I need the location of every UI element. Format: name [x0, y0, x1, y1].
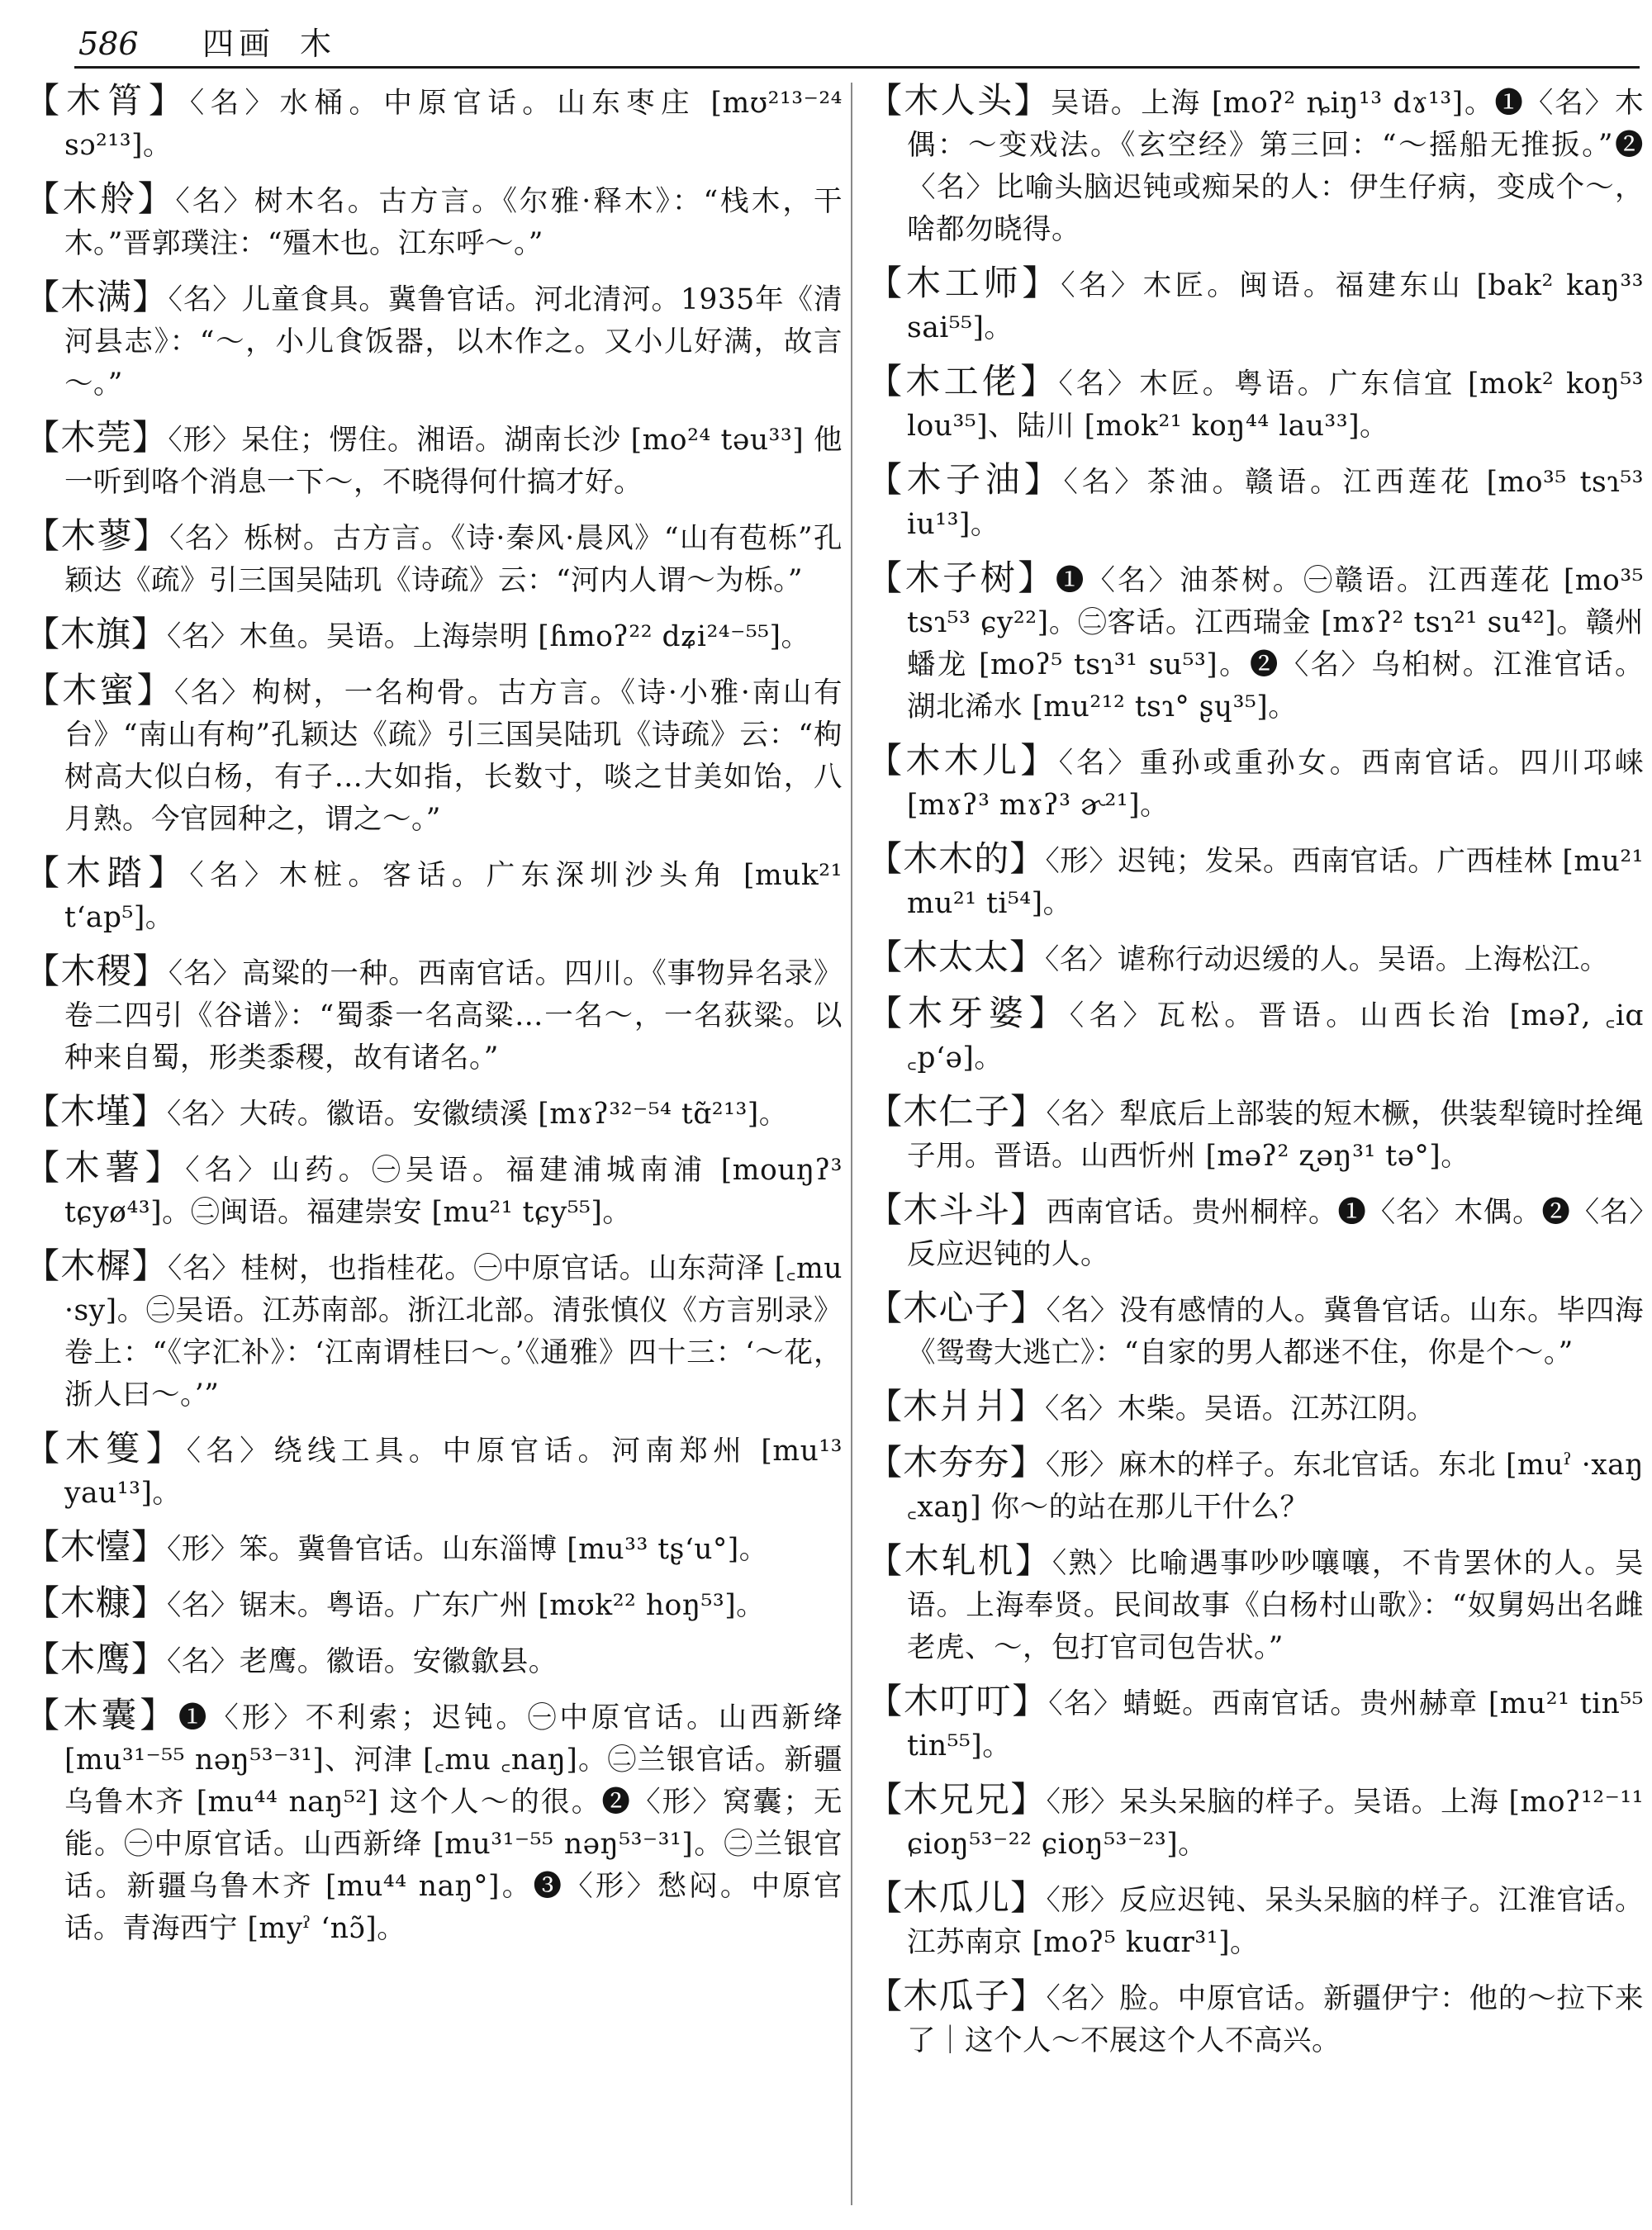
- dictionary-entry: [25, 276, 843, 406]
- dictionary-entry: [867, 936, 1644, 981]
- entry-headword: 【木瓜儿】: [867, 1877, 1047, 1918]
- entry-definition: 〈名〉栎树。古方言。《诗·秦风·晨风》“山有苞栎”孔颖达《疏》引三国吴陆玑《诗疏》云：“河内人谓～为栎。”: [64, 522, 843, 597]
- dictionary-entry: [25, 1638, 843, 1683]
- entry-definition: 〈名〉枸树，一名枸骨。古方言。《诗·小雅·南山有台》“南山有枸”孔颖达《疏》引三国吴陆玑《诗疏》云：“枸树高大似白杨，有子…大如指，长数寸，啖之甘美如饴，八月熟。今官园种之，谓之～。”: [64, 676, 843, 836]
- entry-definition: 〈名〉树木名。古方言。《尔雅·释木》：“栈木，干木。”晋郭璞注：“殭木也。江东呼～。”: [64, 185, 843, 260]
- dictionary-entry: [25, 1525, 843, 1571]
- entry-definition: 〈形〉呆住；愣住。湘语。湖南长沙 [mo²⁴ təu³³] 他一听到咯个消息一下～，不晓得何什搞才好。: [64, 424, 843, 499]
- entry-definition: 〈形〉呆头呆脑的样子。吴语。上海 [moʔ¹²⁻¹¹ ɕioŋ⁵³⁻²² ɕioŋ⁵³⁻²³]。: [907, 1786, 1644, 1861]
- radical-title: 木: [300, 26, 337, 62]
- entry-definition: 〈名〉儿童食具。冀鲁官话。河北清河。1935年《清河县志》：“～，小儿食饭器，以木作之。又小儿好满，故言～。”: [64, 283, 843, 401]
- entry-definition: 〈名〉桂树，也指桂花。㊀中原官话。山东菏泽 [꜀mu ·sy]。㊁吴语。江苏南部。浙江北部。清张慎仪《方言别录》卷上：“《字汇补》：‘江南谓桂曰～。’《通雅》四十三：‘～花，浙人曰～。’”: [64, 1252, 843, 1412]
- entry-headword: 【木蓼】: [25, 515, 170, 556]
- entry-definition: 〈名〉木桩。客话。广东深圳沙头角 [muk²¹ tʻap⁵]。: [64, 859, 843, 934]
- entry-headword: 【木工佬】: [867, 361, 1059, 401]
- entry-definition: 〈名〉高粱的一种。西南官话。四川。《事物异名录》卷二四引《谷谱》：“蜀黍一名高粱…一名～，一名荻粱。以种来自蜀，形类黍稷，故有诸名。”: [64, 957, 843, 1075]
- entry-headword: 【木墐】: [25, 1091, 168, 1132]
- entry-definition: 〈熟〉比喻遇事吵吵嚷嚷，不肯罢休的人。吴语。上海奉贤。民间故事《白杨村山歌》：“奴舅妈出名雌老虎、～，包打官司包告状。”: [907, 1547, 1644, 1664]
- dictionary-entry: [25, 852, 843, 939]
- dictionary-entry: [25, 613, 843, 658]
- dictionary-entry: [867, 262, 1644, 349]
- entry-definition: 〈名〉绕线工具。中原官话。河南郑州 [mu¹³ yau¹³]。: [64, 1435, 843, 1510]
- entry-headword: 【木牙婆】: [867, 993, 1070, 1033]
- entry-definition: 〈形〉反应迟钝、呆头呆脑的样子。江淮官话。江苏南京 [moʔ⁵ kuɑr³¹]。: [907, 1884, 1644, 1959]
- entry-headword: 【木囊】: [25, 1695, 178, 1735]
- page-number: 586: [78, 26, 139, 62]
- column-divider: [851, 83, 852, 2205]
- entry-definition: 〈名〉蜻蜓。西南官话。贵州赫章 [mu²¹ tin⁵⁵ tin⁵⁵]。: [907, 1687, 1644, 1763]
- entry-headword: 【木踏】: [25, 852, 190, 893]
- entry-headword: 【木子树】: [867, 558, 1056, 598]
- entry-headword: 【木太太】: [867, 937, 1046, 977]
- header-rule: [74, 66, 1640, 69]
- dictionary-entry: [867, 1975, 1644, 2062]
- entry-definition: 〈名〉木鱼。吴语。上海崇明 [ɦmoʔ²² dʑi²⁴⁻⁵⁵]。: [167, 620, 810, 653]
- entry-headword: 【木人头】: [867, 80, 1051, 121]
- entry-headword: 【木子油】: [867, 459, 1064, 500]
- entry-definition: 〈名〉没有感情的人。冀鲁官话。山东。毕四海《鸳鸯大逃亡》：“自家的男人都迷不住，你是个～。”: [907, 1294, 1644, 1369]
- dictionary-entry: [867, 1441, 1644, 1529]
- entry-definition: 〈形〉笨。冀鲁官话。山东淄博 [mu³³ tʂʻu°]。: [167, 1533, 768, 1566]
- dictionary-entry: [867, 458, 1644, 546]
- dictionary-entry: [25, 1146, 843, 1234]
- entry-headword: 【木木的】: [867, 838, 1046, 879]
- dictionary-entry: [867, 1385, 1644, 1431]
- dictionary-entry: [867, 1287, 1644, 1374]
- entry-definition: 〈名〉山药。㊀吴语。福建浦城南浦 [mouŋʔ³ tɕyø⁴³]。㊁闽语。福建崇安 [mu²¹ tɕy⁵⁵]。: [64, 1154, 843, 1229]
- entry-headword: 【木糠】: [25, 1582, 168, 1623]
- entry-definition: 〈名〉老鹰。徽语。安徽歙县。: [167, 1645, 558, 1678]
- entry-definition: 〈名〉木柴。吴语。江苏江阴。: [1045, 1393, 1436, 1426]
- entry-definition: 西南官话。贵州桐梓。❶〈名〉木偶。❷〈名〉反应迟钝的人。: [907, 1196, 1644, 1271]
- dictionary-entry: [867, 1877, 1644, 1964]
- entry-headword: 【木仁子】: [867, 1091, 1047, 1132]
- entry-definition: 〈名〉水桶。中原官话。山东枣庄 [mʊ²¹³⁻²⁴ sɔ²¹³]。: [64, 87, 843, 162]
- dictionary-entry: [25, 950, 843, 1079]
- entry-headword: 【木木儿】: [867, 740, 1059, 780]
- dictionary-entry: [867, 1090, 1644, 1178]
- dictionary-entry: [25, 1694, 843, 1950]
- dictionary-entry: [25, 1427, 843, 1515]
- entry-headword: 【木夯夯】: [867, 1442, 1046, 1483]
- entry-definition: 〈名〉瓦松。晋语。山西长治 [məʔ, ꜀iɑ ꜀pʻə]。: [907, 999, 1644, 1075]
- entry-headword: 【木兄兄】: [867, 1779, 1047, 1820]
- dictionary-entry: [867, 739, 1644, 827]
- entry-definition: 〈形〉麻木的样子。东北官话。东北 [muˀ ·xaŋ ꜀xaŋ] 你～的站在那儿干什么？: [907, 1449, 1644, 1524]
- entry-headword: 【木蜜】: [25, 670, 174, 710]
- entry-definition: ❶〈名〉油茶树。㊀赣语。江西莲花 [mo³⁵ tsɿ⁵³ ɕy²²]。㊁客话。江西瑞金 [mɤʔ² tsɿ²¹ su⁴²]。赣州蟠龙 [moʔ⁵ tsɿ³¹ su⁵³]。❷〈名〉乌桕树。江淮官话。湖北浠水 [mu²¹² tsɿ° ʂɥ³⁵]。: [907, 564, 1644, 724]
- entry-headword: 【木懛】: [25, 1526, 168, 1567]
- dictionary-entry: [867, 837, 1644, 925]
- dictionary-entry: [867, 992, 1644, 1079]
- entry-headword: 【木薯】: [25, 1147, 186, 1188]
- dictionary-entry: [867, 1540, 1644, 1669]
- dictionary-entry: [25, 1245, 843, 1416]
- entry-definition: 〈名〉犁底后上部装的短木橛，供装犁镜时拴绳子用。晋语。山西忻州 [məʔ² ʐəŋ³¹ tə°]。: [907, 1098, 1644, 1173]
- page-header: [78, 23, 361, 64]
- left-column: [25, 79, 843, 1961]
- entry-headword: 【木樨】: [25, 1245, 168, 1286]
- entry-definition: 〈形〉迟钝；发呆。西南官话。广西桂林 [mu²¹ mu²¹ ti⁵⁴]。: [907, 845, 1644, 920]
- right-column: [867, 79, 1644, 2073]
- entry-definition: ❶〈形〉不利索；迟钝。㊀中原官话。山西新绛 [mu³¹⁻⁵⁵ nəŋ⁵³⁻³¹]、河津 [꜀mu ꜀naŋ]。㊁兰银官话。新疆乌鲁木齐 [mu⁴⁴ naŋ⁵²] 这个人～的很。❷〈形〉窝囊；无能。㊀中原官话。山西新绛 [mu³¹⁻⁵⁵ nəŋ⁵³⁻³¹]。㊁兰银官话。新疆乌鲁木齐 [mu⁴⁴ naŋ°]。❸〈形〉愁闷。中原官话。青海西宁 [myˀ ʻnɔ̃]。: [64, 1701, 843, 1945]
- dictionary-entry: [867, 1778, 1644, 1866]
- entry-headword: 【木瓜子】: [867, 1976, 1047, 2016]
- entry-headword: 【木爿爿】: [867, 1386, 1046, 1426]
- section-title: 四画: [202, 26, 276, 62]
- dictionary-entry: [25, 1090, 843, 1136]
- entry-headword: 【木旗】: [25, 614, 168, 654]
- dictionary-entry: [25, 416, 843, 504]
- entry-headword: 【木叮叮】: [867, 1681, 1049, 1721]
- entry-definition: 〈名〉木匠。闽语。福建东山 [bak² kaŋ³³ sai⁵⁵]。: [907, 269, 1644, 344]
- entry-definition: 〈名〉木匠。粤语。广东信宜 [mok² koŋ⁵³ lou³⁵]、陆川 [mok²¹ koŋ⁴⁴ lau³³]。: [907, 368, 1644, 443]
- entry-headword: 【木心子】: [867, 1288, 1047, 1328]
- entry-definition: 〈名〉锯末。粤语。广东广州 [mʊk²² hoŋ⁵³]。: [167, 1589, 766, 1622]
- entry-headword: 【木稷】: [25, 951, 169, 991]
- entry-headword: 【木斗斗】: [867, 1189, 1047, 1230]
- dictionary-entry: [867, 1680, 1644, 1767]
- entry-headword: 【木篗】: [25, 1428, 187, 1468]
- dictionary-entry: [25, 79, 843, 167]
- entry-definition: 〈名〉脸。中原官话。新疆伊宁：他的～拉下来了｜这个人～不展这个人不高兴。: [907, 1982, 1644, 2057]
- entry-headword: 【木工师】: [867, 263, 1061, 303]
- dictionary-entry: [867, 557, 1644, 728]
- entry-headword: 【木舲】: [25, 178, 176, 219]
- entry-headword: 【木莞】: [25, 417, 169, 458]
- entry-definition: 〈名〉谑称行动迟缓的人。吴语。上海松江。: [1045, 943, 1609, 976]
- entry-definition: 〈名〉茶油。赣语。江西莲花 [mo³⁵ tsɿ⁵³ iu¹³]。: [907, 466, 1644, 541]
- entry-definition: 〈名〉大砖。徽语。安徽绩溪 [mɤʔ³²⁻⁵⁴ tɑ̃²¹³]。: [167, 1098, 788, 1131]
- entry-headword: 【木满】: [25, 277, 169, 317]
- dictionary-entry: [25, 178, 843, 265]
- entry-headword: 【木轧机】: [867, 1540, 1052, 1581]
- dictionary-entry: [25, 1582, 843, 1627]
- dictionary-entry: [867, 360, 1644, 448]
- entry-headword: 【木筲】: [25, 80, 190, 121]
- entry-definition: 〈名〉重孙或重孙女。西南官话。四川邛崃 [mɤʔ³ mɤʔ³ ɚ²¹]。: [907, 747, 1644, 822]
- dictionary-entry: [25, 515, 843, 602]
- dictionary-entry: [867, 1189, 1644, 1276]
- entry-headword: 【木鹰】: [25, 1639, 168, 1679]
- entry-definition: 吴语。上海 [moʔ² ȵiŋ¹³ dɤ¹³]。❶〈名〉木偶：～变戏法。《玄空经》第三回：“～摇船无推扳。”❷〈名〉比喻头脑迟钝或痴呆的人：伊生仔病，变成个～，啥都勿晓得。: [907, 87, 1644, 246]
- dictionary-entry: [867, 79, 1644, 251]
- dictionary-entry: [25, 669, 843, 841]
